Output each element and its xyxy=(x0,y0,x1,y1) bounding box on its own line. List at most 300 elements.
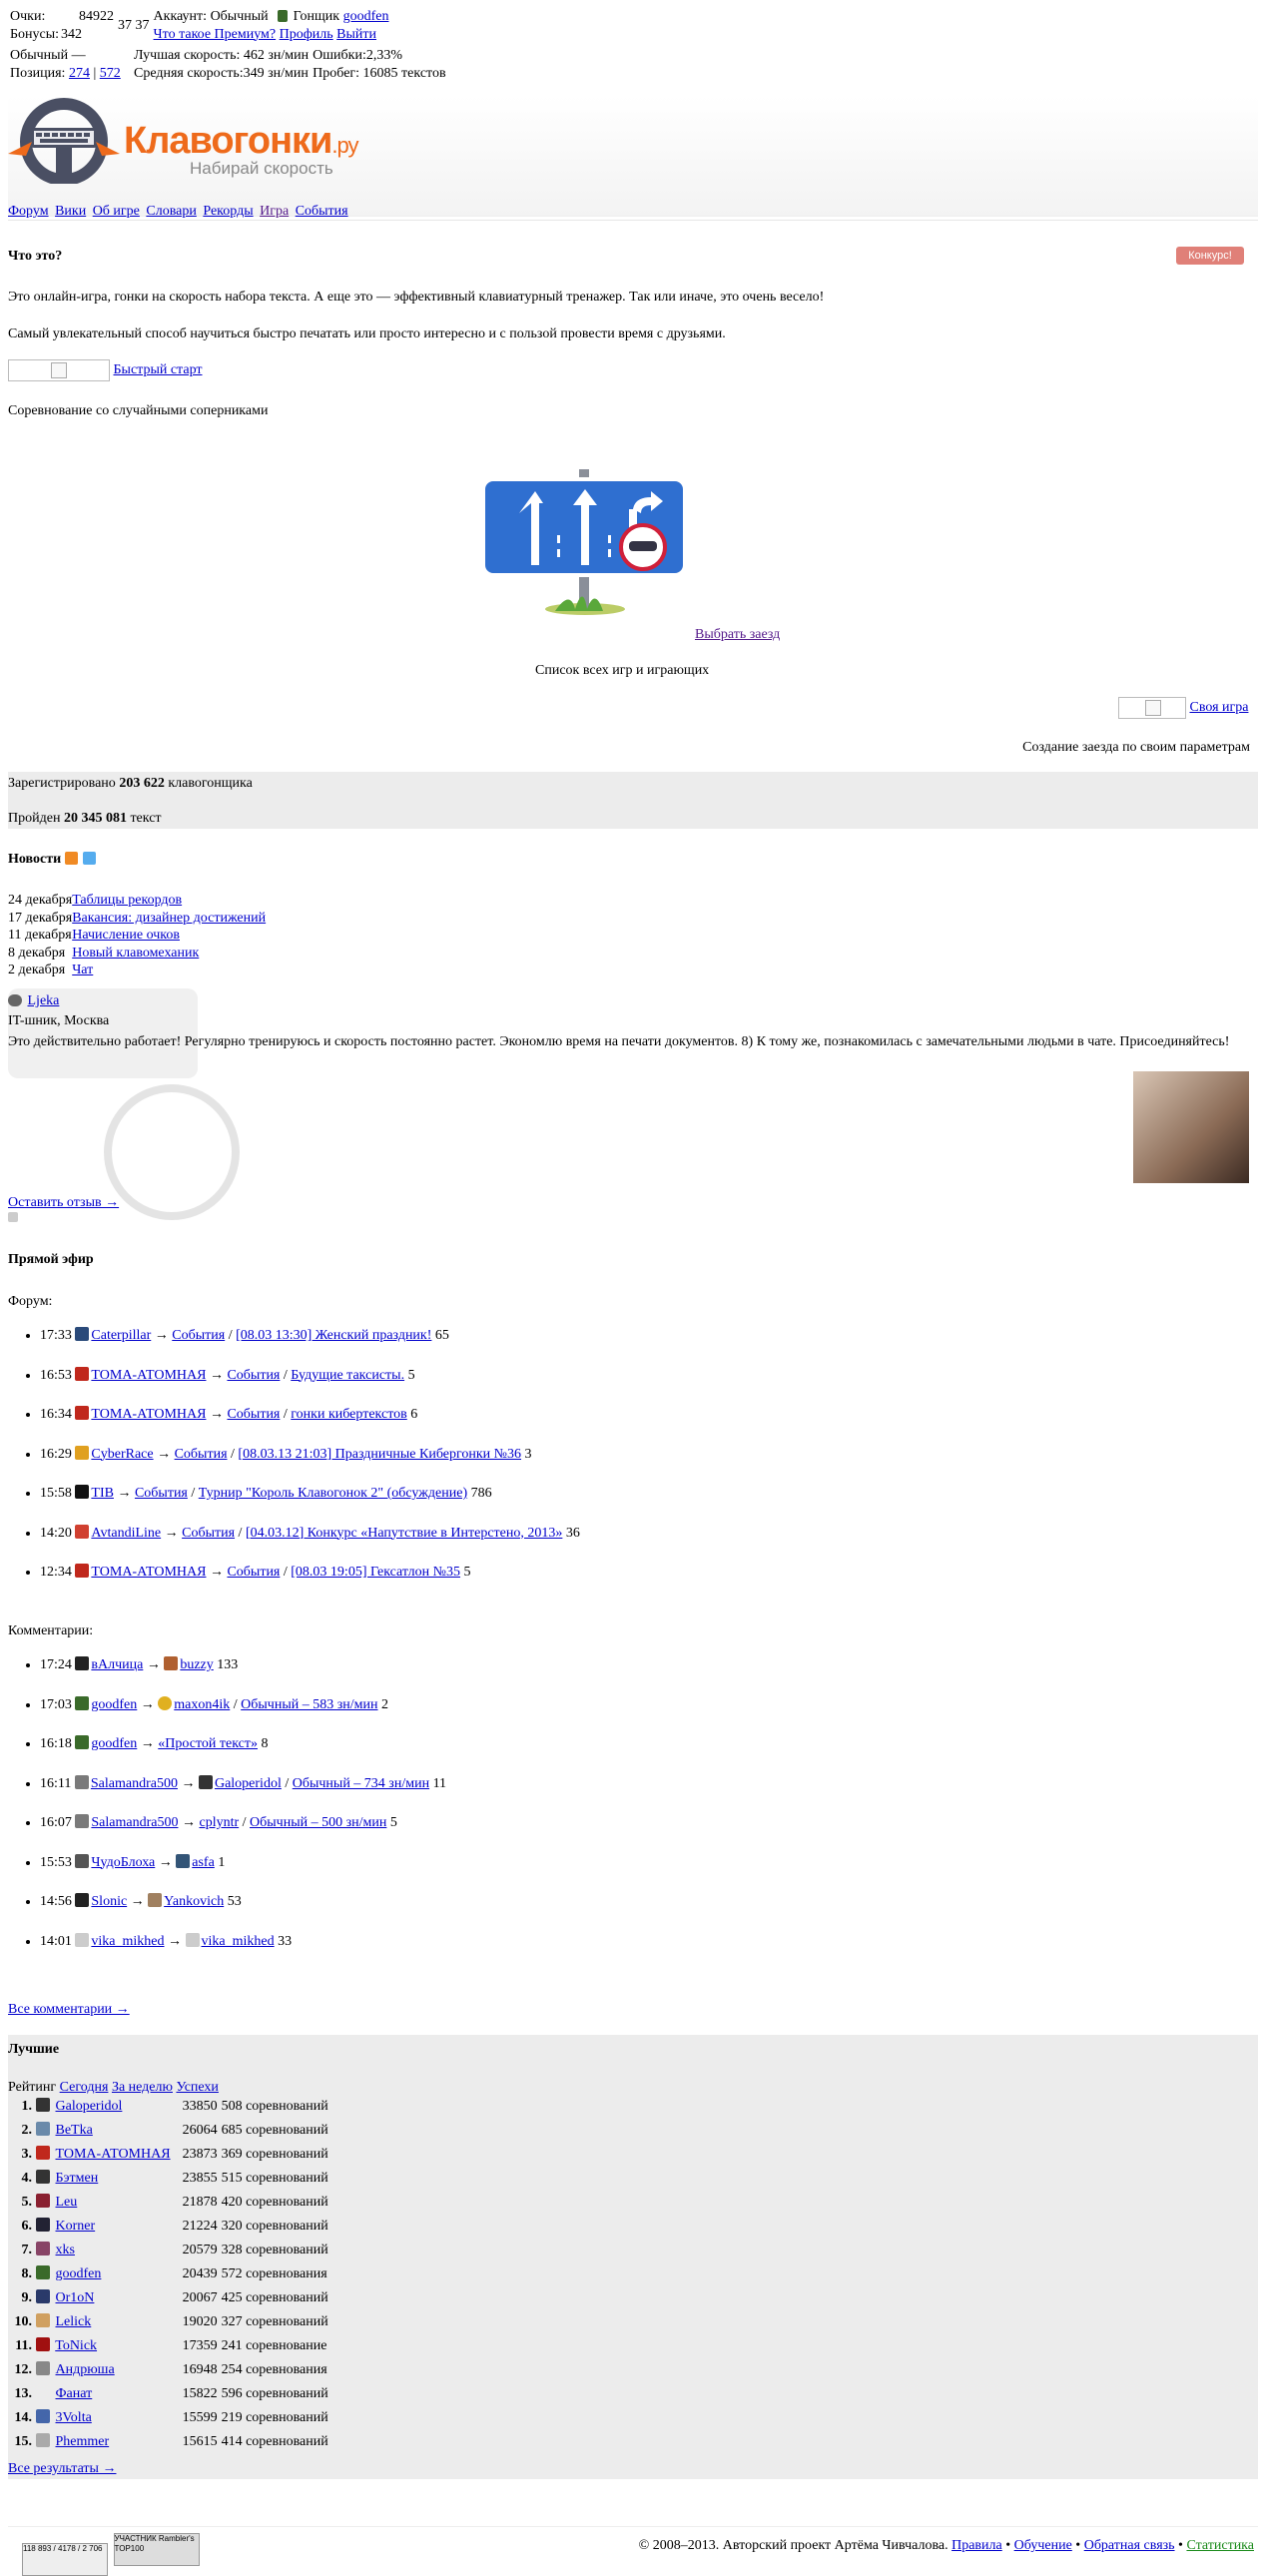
news-item xyxy=(8,927,266,945)
feed-time: 14:20 xyxy=(40,1525,72,1541)
rank-user[interactable]: Or1oN xyxy=(55,2290,95,2306)
rank-score: 19020 xyxy=(182,2314,218,2330)
own-game-row xyxy=(1118,697,1248,719)
news-link[interactable]: Новый клавомеханик xyxy=(72,945,200,961)
feed-count: 65 xyxy=(434,1328,449,1343)
feed-topic[interactable]: Будущие таксисты. xyxy=(291,1367,405,1383)
rating-row xyxy=(8,2406,330,2430)
tab-week[interactable]: За неделю xyxy=(111,2080,173,2095)
feed-count: 5 xyxy=(389,1815,397,1830)
rank-user[interactable]: Galoperidol xyxy=(55,2099,123,2115)
user-avatar-icon xyxy=(75,1696,89,1710)
user-avatar-icon xyxy=(36,2146,50,2160)
feed-topic[interactable]: Турнир "Король Клавогонок 2" (обсуждение) xyxy=(198,1486,468,1501)
account-type: Обычный xyxy=(210,9,269,24)
menu-divider xyxy=(8,220,1258,221)
rank-number: 7. xyxy=(21,2243,32,2258)
leave-review-link[interactable]: Оставить отзыв → xyxy=(8,1195,120,1210)
own-game-link[interactable]: Своя игра xyxy=(1189,700,1249,716)
rss-icon[interactable] xyxy=(65,852,78,865)
avg-speed: Средняя скорость:349 зн/мин xyxy=(134,65,309,81)
feed-time: 16:07 xyxy=(40,1815,72,1830)
devil-avatar-icon xyxy=(75,1367,89,1381)
registered-suffix: клавогонщика xyxy=(168,776,253,791)
footer-link-rules[interactable]: Правила xyxy=(951,2538,1002,2553)
feed-target[interactable]: buzzy xyxy=(180,1657,214,1672)
rank-number: 14. xyxy=(14,2410,32,2426)
user-avatar-icon xyxy=(75,1854,89,1868)
points-label: Очки: xyxy=(10,9,46,24)
comment-feed-item: • 17:03 goodfen → maxon4ik / Обычный – 583 зн/мин 2 xyxy=(40,1696,1261,1714)
feed-target[interactable]: maxon4ik xyxy=(174,1696,231,1712)
feed-time: 17:24 xyxy=(40,1657,72,1672)
rank-number: 5. xyxy=(21,2195,32,2211)
twitter-icon[interactable] xyxy=(83,852,96,865)
user-avatar-icon xyxy=(36,2409,50,2423)
feed-user[interactable]: TIB xyxy=(91,1486,114,1501)
rank-score: 15615 xyxy=(182,2434,218,2450)
rank-number: 3. xyxy=(21,2147,32,2163)
rating-row xyxy=(8,2430,330,2454)
user-avatar-icon xyxy=(75,1933,89,1947)
rank-score: 20067 xyxy=(182,2290,218,2306)
review-circle-decoration xyxy=(104,1084,240,1220)
forum-feed-item: • 15:58 TIB → События / Турнир "Король Клавогонок 2" (обсуждение) 786 xyxy=(40,1485,1261,1503)
brand-title: Клавогонки xyxy=(124,120,332,162)
feed-section[interactable]: События xyxy=(172,1328,226,1343)
choose-race-link[interactable]: Выбрать заезд xyxy=(695,627,781,642)
review-text: Это действительно работает! Регулярно тренируюсь и скорость постоянно растет. Экономлю время на печати документов. 8) К тому же, познакомилась с замечательными людьми в чате. Присоединяйтесь! xyxy=(8,1034,1230,1049)
rating-row xyxy=(8,2215,330,2239)
rank-user[interactable]: goodfen xyxy=(55,2266,102,2282)
rank-races: 320 соревнований xyxy=(221,2219,328,2235)
rank-races: 508 соревнований xyxy=(221,2099,328,2115)
feed-time: 17:33 xyxy=(40,1328,72,1343)
rank-number: 6. xyxy=(21,2219,32,2235)
forum-feed-item: • 16:29 CyberRace → События / [08.03.13 21:03] Праздничные Кибергонки №36 3 xyxy=(40,1446,1261,1464)
rating-row xyxy=(8,2358,330,2382)
footer-link-learning[interactable]: Обучение xyxy=(1013,2538,1072,2553)
feed-topic[interactable]: [08.03 13:30] Женский праздник! xyxy=(236,1328,432,1343)
counters xyxy=(22,2533,200,2576)
bonus-value: 342 xyxy=(61,26,83,42)
level-a: 37 xyxy=(118,17,133,33)
feed-user[interactable]: ЧудоБлоха xyxy=(91,1854,156,1870)
feed-count: 133 xyxy=(217,1657,239,1672)
rank-number: 10. xyxy=(14,2314,32,2330)
smiley-avatar-icon xyxy=(158,1696,172,1710)
comment-feed-item: • 15:53 ЧудоБлоха → asfa 1 xyxy=(40,1854,1261,1872)
feed-user[interactable]: Salamandra500 xyxy=(90,1775,178,1791)
feed-target[interactable]: Yankovich xyxy=(164,1894,225,1909)
feed-user[interactable]: Slonic xyxy=(91,1894,128,1909)
feed-user[interactable]: vika_mikhed xyxy=(91,1933,165,1949)
forum-feed-item: • 16:34 ТОМА-АТОМНАЯ → События / гонки кибертекстов 6 xyxy=(40,1406,1261,1424)
registered-count: 203 622 xyxy=(119,776,165,791)
comment-feed-item: • 16:11 Salamandra500 → Galoperidol / Обычный – 734 зн/мин 11 xyxy=(40,1775,1261,1793)
feed-count: 36 xyxy=(565,1525,580,1541)
feed-time: 14:01 xyxy=(40,1933,72,1949)
rank-score: 21224 xyxy=(182,2219,218,2235)
rank-races: 425 соревнований xyxy=(221,2290,328,2306)
rating-row xyxy=(8,2119,330,2143)
rating-tabs xyxy=(8,2079,219,2097)
feed-user[interactable]: ТОМА-АТОМНАЯ xyxy=(91,1367,207,1383)
devil-avatar-icon xyxy=(75,1564,89,1578)
mode-label: Обычный — xyxy=(10,48,86,63)
menu-vocabularies[interactable]: Словари xyxy=(146,204,197,219)
feed-section[interactable]: События xyxy=(134,1486,188,1501)
feed-count: 11 xyxy=(432,1775,447,1791)
rank-user-cell xyxy=(34,2143,173,2167)
rank-user-cell xyxy=(34,2430,173,2454)
rank-user-cell xyxy=(34,2191,173,2215)
points-value: 84922 xyxy=(79,9,115,24)
menu-records[interactable]: Рекорды xyxy=(203,204,254,219)
feed-topic[interactable]: гонки кибертекстов xyxy=(291,1407,407,1422)
feed-count: 8 xyxy=(261,1736,269,1751)
user-avatar-icon xyxy=(75,1525,89,1539)
feed-target[interactable]: Galoperidol xyxy=(214,1775,282,1791)
user-avatar-icon xyxy=(75,1775,89,1789)
rank-races: 327 соревнований xyxy=(221,2314,328,2330)
rank-number: 15. xyxy=(14,2434,32,2450)
rating-row xyxy=(8,2191,330,2215)
rank-user-cell xyxy=(34,2334,173,2358)
user-avatar-icon xyxy=(278,10,288,22)
rank-user[interactable]: Korner xyxy=(55,2219,96,2235)
rating-row xyxy=(8,2382,330,2406)
rank-score: 15599 xyxy=(182,2410,218,2426)
rank-user-cell xyxy=(34,2286,173,2310)
forum-feed-item: • 12:34 ТОМА-АТОМНАЯ → События / [08.03 19:05] Гексатлон №35 5 xyxy=(40,1564,1261,1582)
intro-paragraph-1: Это онлайн-игра, гонки на скорость набора текста. А еще это — эффективный клавиатурный тренажер. Так или иначе, это очень весело! xyxy=(8,290,825,305)
profile-link[interactable]: Профиль xyxy=(279,26,333,42)
news-link[interactable]: Чат xyxy=(72,963,94,977)
brand-tld: .ру xyxy=(331,133,358,158)
rank-score: 16948 xyxy=(182,2362,218,2378)
comment-feed-item: • 16:07 Salamandra500 → cplyntr / Обычный – 500 зн/мин 5 xyxy=(40,1814,1261,1832)
rank-races: 219 соревнований xyxy=(221,2410,328,2426)
forum-feed-item: • 16:53 ТОМА-АТОМНАЯ → События / Будущие таксисты. 5 xyxy=(40,1367,1261,1385)
rank-races: 254 соревнования xyxy=(221,2362,327,2378)
user-avatar-icon xyxy=(75,1656,89,1670)
user-avatar-icon xyxy=(75,1485,89,1499)
passed-suffix: текст xyxy=(130,811,162,826)
feed-user[interactable]: ТОМА-АТОМНАЯ xyxy=(91,1407,207,1422)
rank-number: 2. xyxy=(21,2123,32,2139)
feed-user[interactable]: goodfen xyxy=(91,1696,138,1712)
feed-topic[interactable]: [04.03.12] Конкурс «Напутствие в Интерстено, 2013» xyxy=(245,1525,563,1541)
rank-user-cell xyxy=(34,2310,173,2334)
news-link[interactable]: Вакансия: дизайнер достижений xyxy=(72,910,267,926)
user-avatar-icon xyxy=(36,2313,50,2327)
racer-link[interactable]: goodfen xyxy=(342,9,389,24)
news-date: 24 декабря xyxy=(8,893,73,908)
user-avatar-icon xyxy=(36,2098,50,2112)
rank-user[interactable]: 3Volta xyxy=(55,2410,92,2426)
rating-row xyxy=(8,2143,330,2167)
feed-target[interactable]: cplyntr xyxy=(199,1815,240,1830)
rank-user[interactable]: Андрюша xyxy=(55,2362,115,2378)
user-avatar-icon xyxy=(36,2289,50,2303)
menu-game[interactable]: Игра xyxy=(260,204,290,219)
user-avatar-icon xyxy=(36,2122,50,2136)
quick-start-row xyxy=(8,359,203,381)
menu-forum[interactable]: Форум xyxy=(8,204,49,219)
main-menu xyxy=(8,203,351,221)
feed-target[interactable]: asfa xyxy=(192,1854,215,1870)
rank-number: 4. xyxy=(21,2171,32,2187)
rank-user-cell xyxy=(34,2095,173,2119)
intro-paragraph-2: Самый увлекательный способ научиться быстро печатать или просто интересно и с пользой провести время с друзьями. xyxy=(8,326,726,341)
rank-races: 241 соревнование xyxy=(221,2338,327,2354)
live-title: Прямой эфир xyxy=(8,1252,94,1267)
menu-about[interactable]: Об игре xyxy=(92,204,140,219)
feed-user[interactable]: Caterpillar xyxy=(91,1328,152,1343)
rank-user[interactable]: Phemmer xyxy=(55,2434,110,2450)
rank-races: 420 соревнований xyxy=(221,2195,328,2211)
forum-feed-item: • 17:33 Caterpillar → События / [08.03 13:30] Женский праздник! 65 xyxy=(40,1327,1261,1345)
review-author-info: IT-шник, Москва xyxy=(8,1013,110,1028)
rank-races: 328 соревнований xyxy=(221,2243,328,2258)
news-date: 11 декабря xyxy=(8,928,72,943)
heart-icon xyxy=(8,994,22,1006)
premium-link[interactable]: Что такое Премиум? xyxy=(153,26,277,42)
feed-detail[interactable]: Обычный – 583 зн/мин xyxy=(241,1696,378,1712)
rank-user[interactable]: ToNick xyxy=(55,2338,98,2354)
feed-time: 16:11 xyxy=(40,1775,72,1791)
rank-user[interactable]: ТОМА-АТОМНАЯ xyxy=(55,2147,171,2163)
rank-score: 23855 xyxy=(182,2171,218,2187)
user-stats-bar: Очки: 84922 37 37 Аккаунт: Обычный Гонщик goodfen Бонусы: 342 Что такое Премиум? Профиль Выйти Обычный — Лучшая скорость: 462 зн/мин Ошибки:2,33% Позиция: 274 | 572 Средняя скорость:349 зн/мин Пробег: 16085 текстов xyxy=(10,9,446,81)
forum-feed-item: • 14:20 AvtandiLine → События / [04.03.12] Конкурс «Напутствие в Интерстено, 2013» 36 xyxy=(40,1525,1261,1543)
rating-table xyxy=(8,2095,330,2454)
feed-user[interactable]: goodfen xyxy=(91,1736,138,1751)
feed-topic[interactable]: [08.03.13 21:03] Праздничные Кибергонки №36 xyxy=(238,1446,522,1462)
rating-row xyxy=(8,2310,330,2334)
feed-detail[interactable]: Обычный – 500 зн/мин xyxy=(250,1815,387,1830)
quick-start-link[interactable]: Быстрый старт xyxy=(113,362,203,378)
passed-stat xyxy=(8,810,162,828)
target-avatar-icon xyxy=(164,1656,178,1670)
feed-section[interactable]: События xyxy=(182,1525,236,1541)
comment-feed-item: • 17:24 вАлчица → buzzy 133 xyxy=(40,1656,1261,1674)
rank-user[interactable]: Фанат xyxy=(55,2386,93,2402)
user-avatar-icon xyxy=(36,2361,50,2375)
rank-races: 572 соревнования xyxy=(221,2266,327,2282)
user-avatar-icon xyxy=(36,2433,50,2447)
bonus-label: Бонусы: xyxy=(10,26,60,42)
registered-prefix: Зарегистрировано xyxy=(8,776,116,791)
feed-section[interactable]: События xyxy=(174,1446,228,1462)
feed-section[interactable]: События xyxy=(227,1407,281,1422)
comments-label: Комментарии: xyxy=(8,1623,94,1638)
news-header xyxy=(8,851,98,869)
feed-user[interactable]: вАлчица xyxy=(91,1657,144,1672)
feed-user[interactable]: AvtandiLine xyxy=(91,1525,162,1541)
user-avatar-icon xyxy=(75,1327,89,1341)
rank-score: 23873 xyxy=(182,2147,218,2163)
rank-user[interactable]: Leu xyxy=(55,2195,78,2211)
review-author[interactable]: Ljeka xyxy=(27,993,60,1008)
best-speed: Лучшая скорость: 462 зн/мин xyxy=(134,48,310,63)
passed-prefix: Пройден xyxy=(8,811,61,826)
rank-user-cell xyxy=(34,2382,173,2406)
news-link[interactable]: Начисление очков xyxy=(72,928,180,943)
position-link-1[interactable]: 274 xyxy=(68,65,90,81)
menu-events[interactable]: События xyxy=(295,204,348,219)
all-comments-link[interactable]: Все комментарии → xyxy=(8,2002,130,2017)
rank-user[interactable]: xks xyxy=(55,2243,75,2258)
racer-label: Гонщик xyxy=(293,9,340,24)
feed-target[interactable]: vika_mikhed xyxy=(201,1933,275,1949)
quick-start-image[interactable] xyxy=(8,359,110,381)
rank-score: 20439 xyxy=(182,2266,218,2282)
rank-user-cell xyxy=(34,2239,173,2262)
own-game-desc: Создание заезда по своим параметрам xyxy=(1022,740,1250,755)
review-author-row xyxy=(8,992,59,1010)
user-avatar-icon xyxy=(75,1735,89,1749)
user-avatar-icon xyxy=(36,2170,50,2184)
comments-feed xyxy=(0,1656,1261,1972)
user-avatar-icon xyxy=(36,2265,50,2279)
devil-avatar-icon xyxy=(75,1406,89,1420)
rank-user[interactable]: Бэтмен xyxy=(55,2171,99,2187)
feed-count: 2 xyxy=(381,1696,388,1712)
target-avatar-icon xyxy=(186,1933,200,1947)
news-title: Новости xyxy=(8,852,62,867)
own-game-image[interactable] xyxy=(1118,697,1186,719)
user-avatar-icon xyxy=(75,1814,89,1828)
tab-today[interactable]: Сегодня xyxy=(59,2080,109,2095)
tab-progress[interactable]: Успехи xyxy=(176,2080,219,2095)
rank-number: 1. xyxy=(21,2099,32,2115)
rank-number: 11. xyxy=(15,2338,32,2354)
position-link-2[interactable]: 572 xyxy=(99,65,121,81)
news-date: 2 декабря xyxy=(8,963,66,977)
reviewer-photo xyxy=(1133,1071,1249,1183)
feed-time: 14:56 xyxy=(40,1894,72,1909)
steering-wheel-logo-icon xyxy=(8,98,120,184)
level-b: 37 xyxy=(135,17,150,33)
road-sign-illustration[interactable] xyxy=(475,439,693,619)
menu-wiki[interactable]: Вики xyxy=(55,204,87,219)
feed-count: 3 xyxy=(524,1446,532,1462)
small-decoration-icon xyxy=(8,1212,18,1222)
rank-number: 8. xyxy=(21,2266,32,2282)
feed-section[interactable]: События xyxy=(227,1565,281,1580)
news-item xyxy=(8,945,266,963)
contest-button[interactable]: Конкурс! xyxy=(1176,247,1244,265)
feed-time: 15:58 xyxy=(40,1486,72,1501)
footer xyxy=(8,2526,1258,2553)
news-item xyxy=(8,910,266,928)
rank-races: 685 соревнований xyxy=(221,2123,328,2139)
intro-title: Что это? xyxy=(8,249,63,264)
feed-time: 16:53 xyxy=(40,1367,72,1383)
rating-row xyxy=(8,2262,330,2286)
rank-score: 20579 xyxy=(182,2243,218,2258)
rank-races: 596 соревнований xyxy=(221,2386,328,2402)
forum-feed xyxy=(0,1327,1261,1604)
rank-user-cell xyxy=(34,2262,173,2286)
liveinternet-counter[interactable]: 118 893 / 4178 / 2 706 xyxy=(22,2543,108,2576)
news-date: 17 декабря xyxy=(8,910,73,926)
feed-section[interactable]: События xyxy=(227,1367,281,1383)
rating-row xyxy=(8,2239,330,2262)
logout-link[interactable]: Выйти xyxy=(336,26,377,42)
rating-row xyxy=(8,2334,330,2358)
news-item xyxy=(8,962,266,979)
rank-number: 13. xyxy=(14,2386,32,2402)
rank-races: 515 соревнований xyxy=(221,2171,328,2187)
user-avatar-icon xyxy=(36,2194,50,2208)
rank-user-cell xyxy=(34,2215,173,2239)
comment-feed-item: • 14:01 vika_mikhed → vika_mikhed 33 xyxy=(40,1933,1261,1951)
position-label: Позиция: xyxy=(10,65,66,81)
comment-feed-item: • 16:18 goodfen → «Простой текст» 8 xyxy=(40,1735,1261,1753)
quick-start-desc: Соревнование со случайными соперниками xyxy=(8,403,269,418)
rank-user[interactable]: Lelick xyxy=(55,2314,92,2330)
feed-target[interactable]: «Простой текст» xyxy=(158,1736,258,1751)
footer-link-stats[interactable]: Статистика xyxy=(1186,2538,1254,2553)
rating-row xyxy=(8,2167,330,2191)
user-avatar-icon xyxy=(36,2218,50,2232)
rank-user[interactable]: BeTka xyxy=(55,2123,93,2139)
feed-time: 17:03 xyxy=(40,1696,72,1712)
feed-user[interactable]: Salamandra500 xyxy=(91,1815,179,1830)
rambler-counter[interactable]: УЧАСТНИК Rambler's TOP100 xyxy=(114,2533,200,2566)
mileage: Пробег: 16085 текстов xyxy=(313,65,446,81)
all-results-link[interactable]: Все результаты → xyxy=(8,2461,117,2476)
news-list xyxy=(8,892,266,979)
rank-score: 26064 xyxy=(182,2123,218,2139)
feed-count: 5 xyxy=(463,1565,471,1580)
feed-user[interactable]: CyberRace xyxy=(91,1446,154,1462)
rank-score: 33850 xyxy=(182,2099,218,2115)
feed-user[interactable]: ТОМА-АТОМНАЯ xyxy=(91,1565,207,1580)
rating-label: Рейтинг xyxy=(8,2080,57,2095)
target-avatar-icon xyxy=(199,1775,213,1789)
account-label: Аккаунт: xyxy=(153,9,208,24)
rank-score: 15822 xyxy=(182,2386,218,2402)
feed-count: 6 xyxy=(410,1407,418,1422)
target-avatar-icon xyxy=(148,1893,162,1907)
comment-feed-item: • 14:56 Slonic → Yankovich 53 xyxy=(40,1893,1261,1911)
passed-count: 20 345 081 xyxy=(63,811,127,826)
rank-races: 414 соревнований xyxy=(221,2434,328,2450)
feed-detail[interactable]: Обычный – 734 зн/мин xyxy=(292,1775,430,1791)
rank-user-cell xyxy=(34,2406,173,2430)
feed-topic[interactable]: [08.03 19:05] Гексатлон №35 xyxy=(291,1565,461,1580)
news-link[interactable]: Таблицы рекордов xyxy=(72,893,183,908)
brand-slogan: Набирай скорость xyxy=(190,159,333,178)
registered-stat xyxy=(8,775,253,793)
news-date: 8 декабря xyxy=(8,945,66,961)
rating-row xyxy=(8,2286,330,2310)
forum-label: Форум: xyxy=(8,1294,53,1309)
rank-number: 9. xyxy=(21,2290,32,2306)
feed-time: 16:18 xyxy=(40,1736,72,1751)
footer-link-feedback[interactable]: Обратная связь xyxy=(1083,2538,1175,2553)
feed-time: 12:34 xyxy=(40,1565,72,1580)
rank-user-cell xyxy=(34,2358,173,2382)
rank-races: 369 соревнований xyxy=(221,2147,328,2163)
feed-time: 16:34 xyxy=(40,1407,72,1422)
feed-count: 53 xyxy=(227,1894,242,1909)
rank-user-cell xyxy=(34,2167,173,2191)
